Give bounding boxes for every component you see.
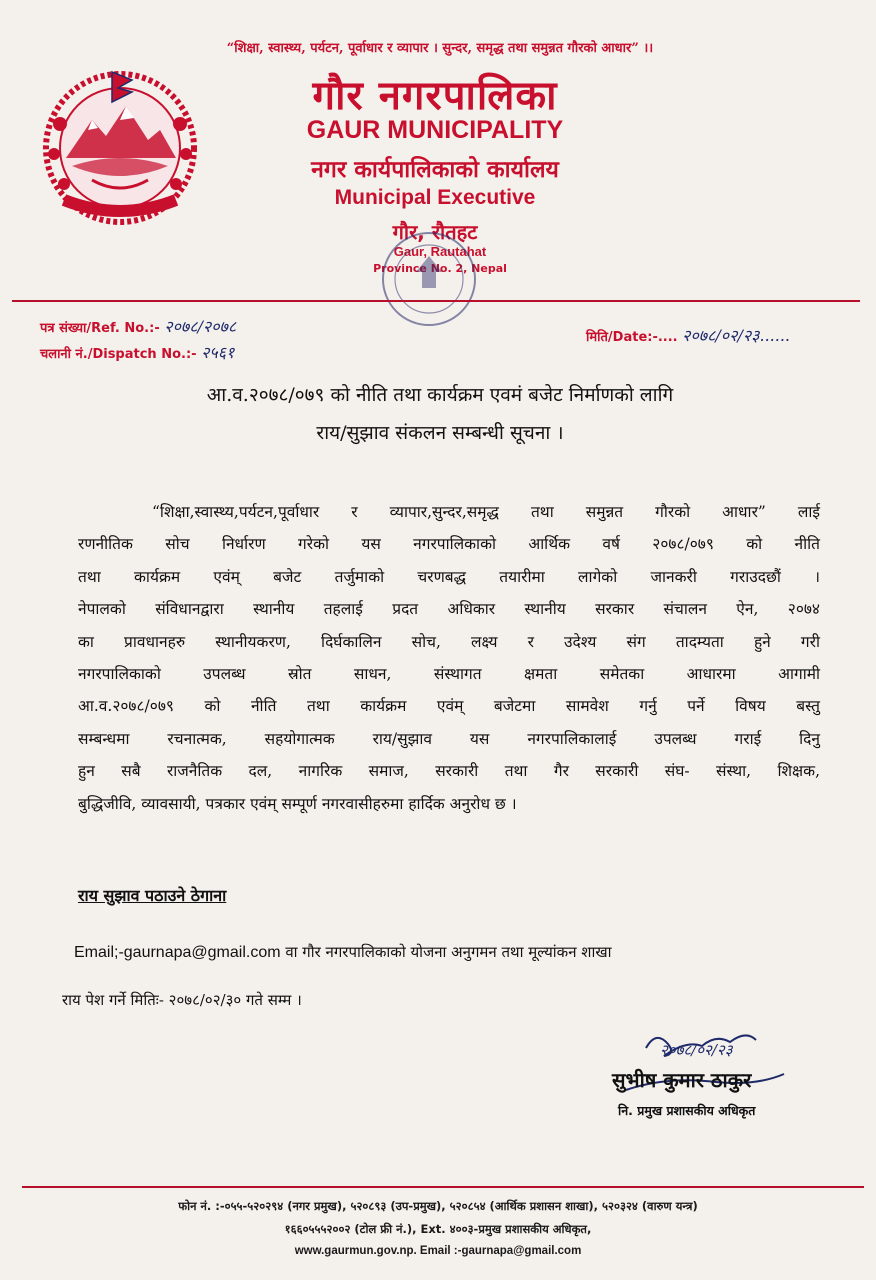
body-line: आ.व.२०७८/०७९ को नीति तथा कार्यक्रम एवंम् बजेटमा सामवेश गर्नु पर्ने विषय बस्तु [78, 697, 820, 716]
body-line: “शिक्षा,स्वास्थ्य,पर्यटन,पूर्वाधार र व्यापार,सुन्दर,समृद्ध तथा समुन्नत गौरको आधार” लाई [152, 503, 820, 521]
dispatch-value: २५६१ [201, 343, 235, 362]
footer-divider [22, 1186, 864, 1188]
motto: “शिक्षा, स्वास्थ्य, पर्यटन, पूर्वाधार र व्यापार । सुन्दर, समृद्ध तथा समुन्नत गौरको आधार” ।। [226, 41, 654, 56]
nepal-emblem-icon [36, 62, 204, 230]
dispatch-number [40, 341, 234, 363]
notice-subject [80, 376, 800, 452]
ref-value: २०७८/२०७८ [164, 317, 237, 336]
signatory-name: सुभीष कुमार ठाकुर [612, 1068, 752, 1092]
office-name-english: Municipal Executive [334, 186, 536, 209]
body-line: नगरपालिकाको उपलब्ध स्रोत साधन, संस्थागत क्षमता समेतका आधारमा आगामी [78, 665, 820, 684]
footer-web-email-line: www.gaurmun.gov.np. Email :-gaurnapa@gmail.com [294, 1245, 582, 1257]
date-value: २०७८/०२/२३...... [682, 326, 790, 345]
place-english: Gaur, Rautahat [393, 244, 487, 259]
date-label: मिति/Date:-.... [586, 330, 678, 345]
signature-date: २०७८/०२/२३ [660, 1041, 733, 1059]
body-line: रणनीतिक सोच निर्धारण गरेको यस नगरपालिकाको आर्थिक वर्ष २०७८/०७९ को नीति [78, 535, 820, 554]
ref-label: पत्र संख्या/Ref. No.:- [40, 321, 160, 336]
address-heading: राय सुझाव पठाउने ठेगाना [78, 886, 227, 905]
signatory-title: नि. प्रमुख प्रशासकीय अधिकृत [618, 1103, 756, 1118]
body-line: हुन सबै राजनैतिक दल, नागरिक समाज, सरकारी तथा गैर सरकारी संघ- संस्था, शिक्षक, [78, 762, 820, 781]
body-line: का प्रावधानहरु स्थानीयकरण, दिर्घकालिन सोच, लक्ष्य र उदेश्य संग तादम्यता हुने गरी [78, 632, 820, 651]
footer-phone-line: फोन नं. :-०५५-५२०२९४ (नगर प्रमुख), ५२०८९३ (उप-प्रमुख), ५२०८५४ (आर्थिक प्रशासन शाखा), ५२०३२४ (वारुण यन्त्र) [178, 1199, 698, 1213]
province-text: Province No. 2, Nepal [373, 262, 507, 275]
email-address: Email;-gaurnapa@gmail.com [74, 944, 281, 961]
submission-deadline: राय पेश गर्ने मितिः- २०७८/०२/३० गते सम्म । [62, 991, 302, 1009]
dispatch-label: चलानी नं./Dispatch No.:- [40, 347, 197, 362]
body-line: सम्बन्धमा रचनात्मक, सहयोगात्मक राय/सुझाव यस नगरपालिकालाई उपलब्ध गराई दिनु [78, 729, 820, 748]
body-line: बुद्धिजीवि, व्यावसायी, पत्रकार एवंम् सम्पूर्ण नगरवासीहरुमा हार्दिक अनुरोध छ । [78, 794, 517, 813]
place-nepali: गौर, रौतहट [392, 220, 478, 244]
municipality-title-english: GAUR MUNICIPALITY [306, 116, 564, 144]
reference-number [40, 315, 236, 337]
notice-body [78, 496, 820, 820]
letter-date [586, 324, 790, 346]
body-line: तथा कार्यक्रम एवंम् बजेट तर्जुमाको चरणबद्ध तयारीमा लागेको जानकरी गराउदछौं । [78, 567, 820, 586]
body-line: नेपालको संविधानद्वारा स्थानीय तहलाई प्रदत अधिकार स्थानीय सरकार संचालन ऐन, २०७४ [78, 600, 820, 619]
subject-line: राय/सुझाव संकलन सम्बन्धी सूचना । [316, 422, 564, 444]
email-suffix: वा गौर नगरपालिकाको योजना अनुगमन तथा मूल्यांकन शाखा [280, 943, 612, 961]
header-divider [12, 300, 860, 302]
subject-line: आ.व.२०७८/०७९ को नीति तथा कार्यक्रम एवमं बजेट निर्माणको लागि [206, 384, 674, 406]
municipality-title-nepali: गौर नगरपालिका [312, 73, 558, 119]
footer-tollfree-line: १६६०५५५२००२ (टोल फ्री नं.), Ext. ४००३-प्रमुख प्रशासकीय अधिकृत, [284, 1222, 592, 1236]
email-line [74, 942, 612, 962]
office-name-nepali: नगर कार्यपालिकाको कार्यालय [311, 157, 559, 183]
office-stamp-icon [376, 226, 482, 332]
